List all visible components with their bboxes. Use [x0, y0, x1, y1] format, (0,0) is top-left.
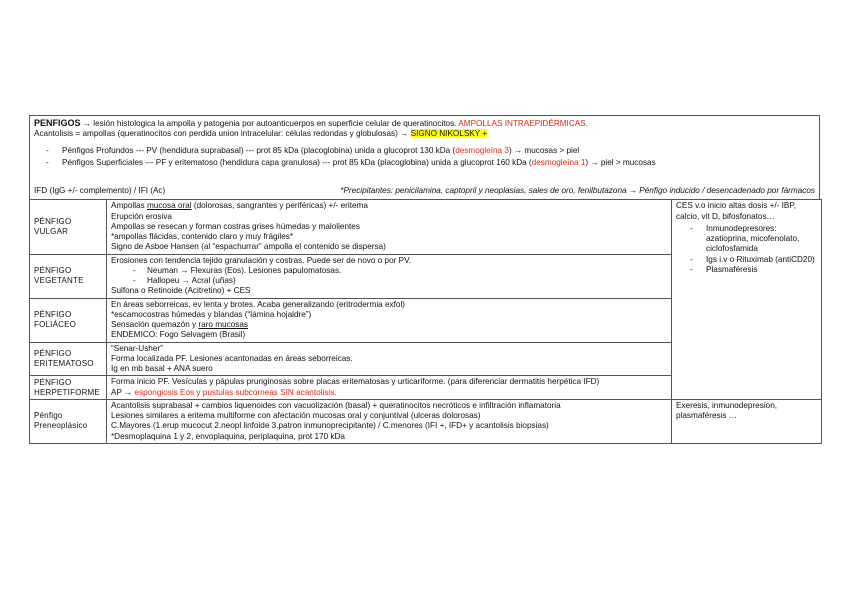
list-item-deep: - Pénfigos Profundos --- PV (hendidura suprabasal) --- prot 85 kDa (placoglobina) unida a glucoprot 130 kDa (desmogleína 3) → mucosas > piel: [62, 146, 815, 156]
list-item-superficial: - Pénfigos Superficiales --- PF y eritematoso (hendidura capa granulosa) --- prot 85 kDa (placoglobina) unida a glucoprot 160 kDa (desmogleína 1) → piel > mucosas: [62, 158, 815, 168]
table-row-paraneoplasico: [30, 399, 822, 443]
row-label-eritematoso: PÉNFIGO ERITEMATOSO: [30, 342, 107, 376]
row-label-paraneoplasico: Pénfigo Preneoplásico: [30, 399, 107, 443]
key-term-intraepidermal: AMPOLLAS INTRAEPIDÉRMICAS.: [458, 119, 588, 128]
pemphigus-summary-document: [29, 115, 820, 444]
definition-line: PENFIGOS → lesión histologica la ampolla y patogenia por autoanticuerpos en superficie celular de queratinocitos. AMPOLLAS INTRAEPIDÉRMICAS.: [34, 118, 588, 128]
precipitants-text: *Precipitantes: penicilamina, captopril y neoplasias, sales de oro, fenilbutazona → Pénfigo inducido / desencadenado por fármacos: [340, 186, 815, 195]
pemphigus-table: [29, 199, 822, 444]
pemphigus-types-list: [34, 146, 815, 169]
treatment-list: [676, 224, 817, 275]
acantholysis-line: Acantolisis = ampollas (queratinocitos con perdida union intracelular: células redondas y globulosas) → SIGNO NIKOLSKY +: [34, 129, 488, 139]
row-label-vegetante: PÉNFIGO VEGETANTE: [30, 254, 107, 298]
page-title: PENFIGOS: [34, 118, 81, 128]
treatment-cell-paraneoplasico: Exeresis, inmunodepresion, plasmaféresis …: [672, 399, 822, 443]
row-content-eritematoso: “Senar-Usher” Forma localizada PF. Lesiones acantonadas en áreas seborreicas. Ig en mb basal + ANA suero: [107, 342, 672, 376]
row-content-vegetante: Erosiones con tendencia tejido granulación y costras. Puede ser de novo o por PV. - Neuman → Flexuras (Eos). Lesiones papulomatosas. - Hallopeu → Acral (uñas) Sulfona o Retinoide (Acitretino) + CES: [107, 254, 672, 298]
row-content-foliaceo: En áreas seborreicas, ev lenta y brotes. Acaba generalizando (eritrodermia exfol) *escamocostras húmedas y blandas (“lámina hojaldre”) Sensación quemazón y raro mucosas ENDEMICO: Fogo Selvagem (Brasil): [107, 298, 672, 342]
row-label-vulgar: PÉNFIGO VULGAR: [30, 200, 107, 254]
row-label-foliaceo: PÉNFIGO FOLIÁCEO: [30, 298, 107, 342]
treatment-cell: [672, 200, 822, 400]
list-item: - Plasmaféresis: [706, 265, 817, 275]
row-content-paraneoplasico: Acantolisis suprabasal + cambios liquenoides con vacuolización (basal) + queratinocitos necróticos e infiltración inflamatoria Lesiones similares a eritema multiforme con afectación mucosas oral y conjuntival (ulceras dolorosas) C.Mayores (1.erup mucocut 2.neopl linfoide 3.patron inmunoprecipitante) / C.menores (IFI +, IFD+ y acantolisis biopsias) *Desmoplaquina 1 y 2, envoplaquina, periplaquina, prot 170 kDa: [107, 399, 672, 443]
list-item: - Inmunodepresores: azatioprina, micofenolato, ciclofosfamida: [706, 224, 817, 255]
header-box: [29, 115, 820, 199]
row-label-herpetiforme: PÉNFIGO HERPETIFORME: [30, 376, 107, 400]
list-item: - Igs i.v o Rituximab (antiCD20): [706, 255, 817, 265]
row-content-vulgar: Ampollas mucosa oral (dolorosas, sangrantes y periféricas) +/- eritema Erupción erosiva Ampollas se resecan y forman costras grises húmedas y malolientes *ampollas flácidas, contenido claro y muy frágiles* Signo de Asboe Hansen (al “espachurrar” ampolla el contenido se dispersa): [107, 200, 672, 254]
ifd-text: IFD (IgG +/- complemento) / IFI (Ac): [34, 186, 166, 195]
nikolsky-highlight: SIGNO NIKOLSKY +: [410, 129, 488, 139]
ifd-line: [34, 174, 815, 196]
table-row-vulgar: [30, 200, 822, 254]
treatment-intro: CES v.o inicio altas dosis +/- IBP, calcio, vit D, bifosfonatos…: [676, 201, 797, 221]
row-content-herpetiforme: Forma inicio PF. Vesículas y pápulas pruriginosas sobre placas eritematosas y urticariforme. (para diferenciar dermatitis herpética IFD) AP → espongiosis Eos y pustulas subcorneas SIN acantolisis.: [107, 376, 672, 400]
